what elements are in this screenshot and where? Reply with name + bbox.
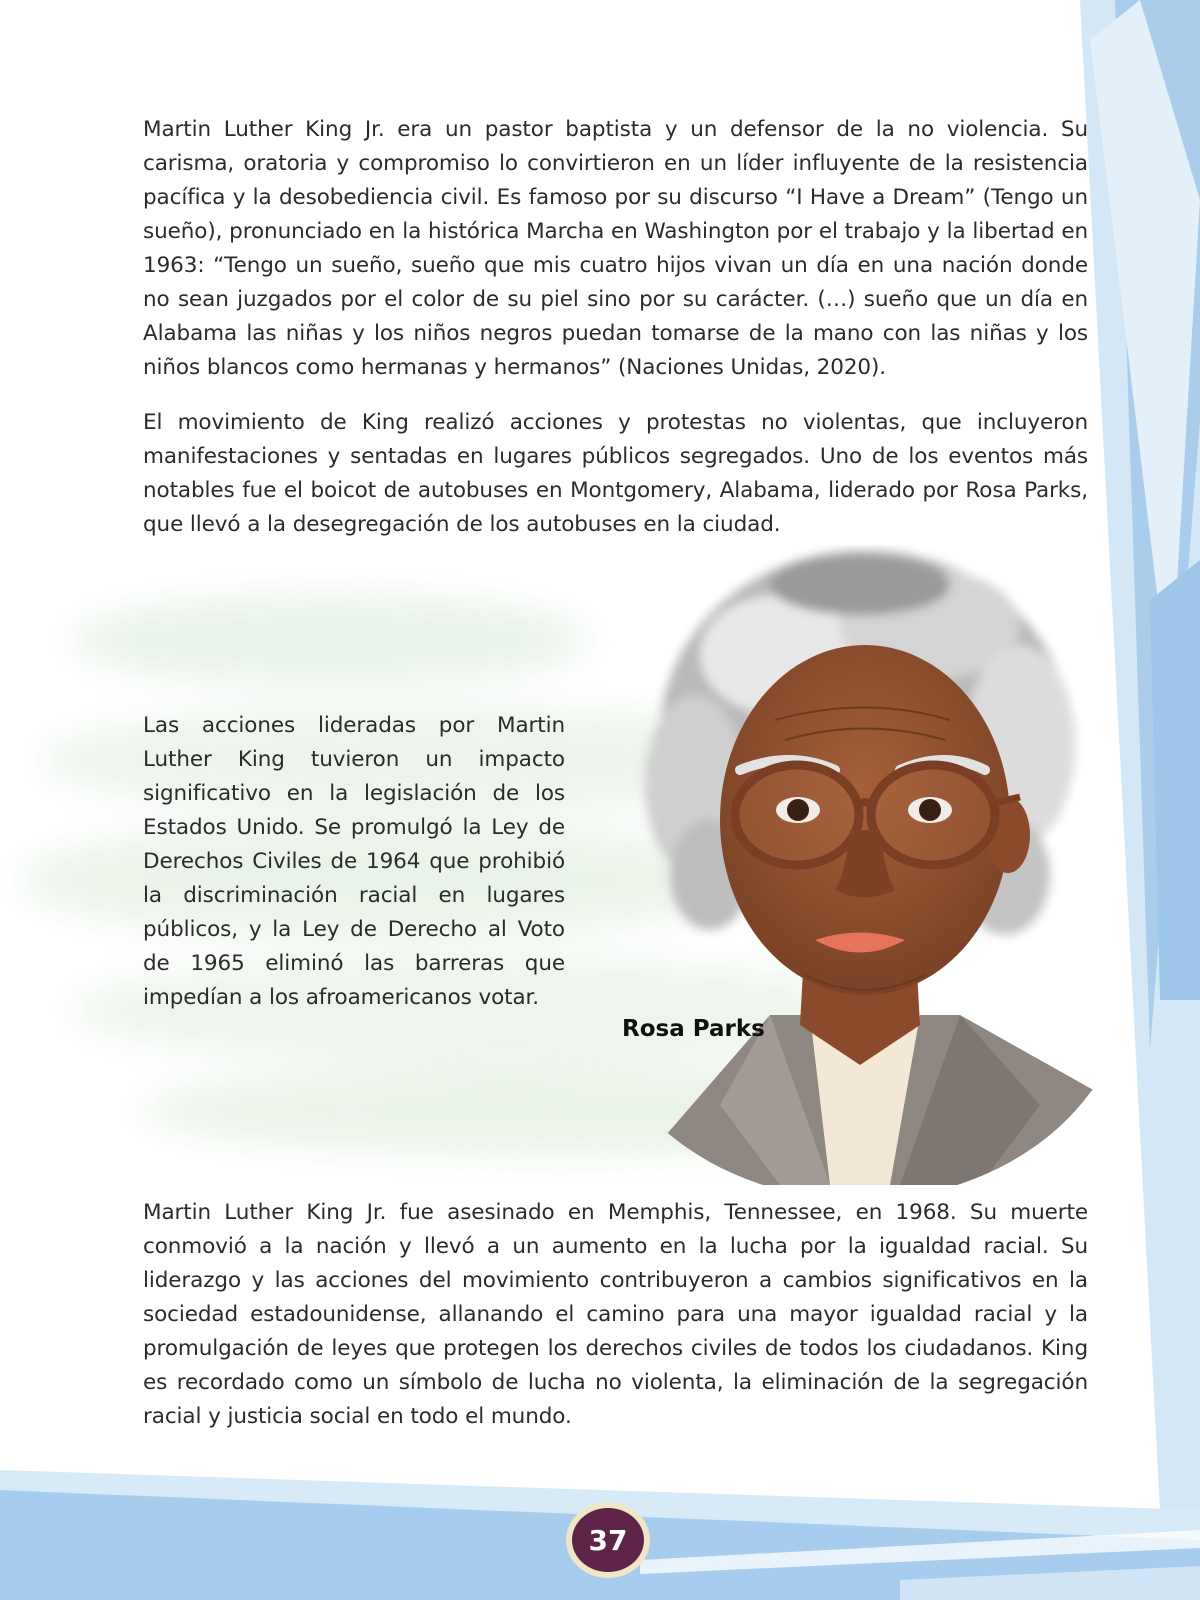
legislation-paragraph: Las acciones lideradas por Martin Luther King tuvieron un impacto significativo en la legislación de los Estados Unido. Se promulgó la Ley de Derechos Civiles de 1964 que prohibió la discriminación racial en lugares públicos, y la Ley de Derecho al Voto de 1965 eliminó las barreras que impedían a los afroamericanos votar. [143,713,565,1010]
portrait-illustration [600,545,1120,1185]
page-number-badge: 37 [566,1502,650,1578]
portrait-caption: Rosa Parks [622,1016,765,1042]
intro-paragraph: Martin Luther King Jr. era un pastor baptista y un defensor de la no violencia. Su carisma, oratoria y compromiso lo convirtieron en un líder influyente de la resistencia pacífica y la desobediencia civil. Es famoso por su discurso “I Have a Dream” (Tengo un sueño), pronunciado en la histórica Marcha en Washington por el trabajo y la libertad en 1963: “Tengo un sueño, sueño que mis cuatro hijos vivan un día en una nación donde no sean juzgados por el color de su piel sino por su carácter. (…) sueño que un día en Alabama las niñas y los niños negros puedan tomarse de la mano con las niñas y los niños blancos como hermanas y hermanos” (Naciones Unidas, 2020). [143,117,1088,380]
legacy-paragraph: Martin Luther King Jr. fue asesinado en Memphis, Tennessee, en 1968. Su muerte conmovió a la nación y llevó a un aumento en la lucha por la igualdad racial. Su liderazgo y las acciones del movimiento contribuyeron a cambios significativos en la sociedad estadounidense, allanando el camino para una mayor igualdad racial y la promulgación de leyes que protegen los derechos civiles de todos los ciudadanos. King es recordado como un símbolo de lucha no violenta, la eliminación de la segregación racial y justicia social en todo el mundo. [143,1200,1088,1429]
movement-paragraph: El movimiento de King realizó acciones y protestas no violentas, que incluyeron manifestaciones y sentadas en lugares públicos segregados. Uno de los eventos más notables fue el boicot de autobuses en Montgomery, Alabama, liderado por Rosa Parks, que llevó a la desegregación de los autobuses en la ciudad. [143,410,1088,537]
